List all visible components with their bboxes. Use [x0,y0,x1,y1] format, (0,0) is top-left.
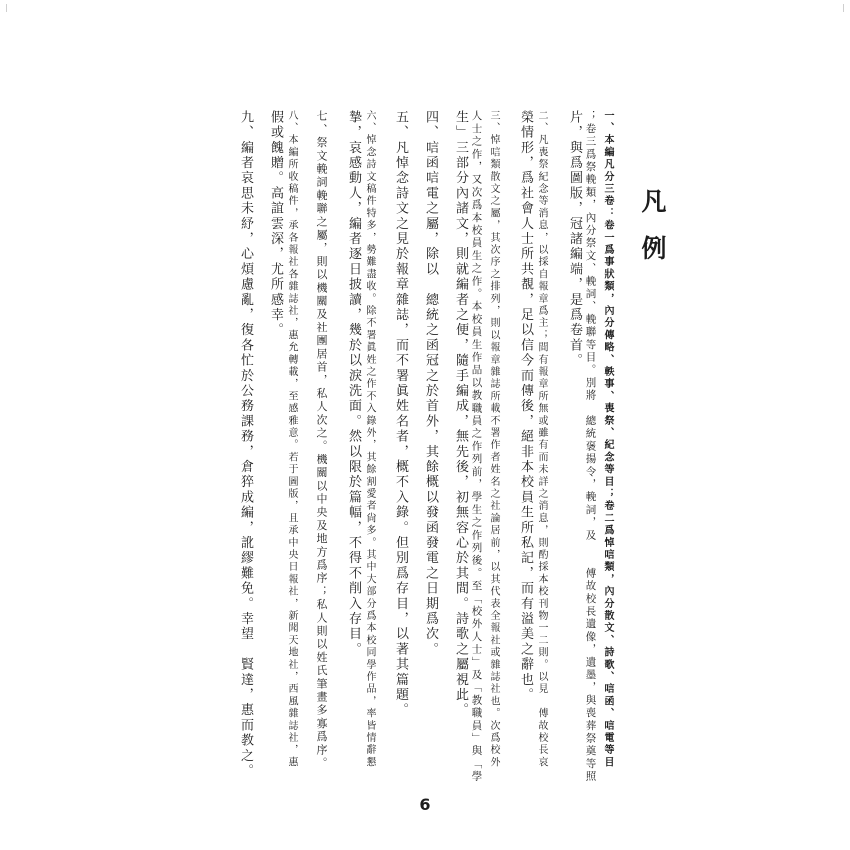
rule-6-col-1: 六、悼念詩文稿件特多，勢難盡收。除不署眞姓之作不入錄外，其餘割愛者尙多。其中大部分爲本校同學作品，率皆情辭懇 [364,110,375,769]
rule-1-col-2: ；卷三爲祭輓類，內分祭文、輓詞、輓聯等目。別將 總統褒揚令，輓詞，及 傅故校長遺像，遺墨，與喪葬祭奠等照 [584,110,597,784]
rule-2-col-1: 二、凡喪祭紀念等消息，以採自報章爲主；間有報章所無或雖有而未詳之消息，則酌採本校刊物一二則。以見 傅故校長哀 [536,110,547,769]
rule-3-col-1: 三、悼唁類散文之屬，其次序之排列，則以報章雜誌所載不署作者姓名之社論居前，以其代表全報社或雜誌社也。次爲校外 [488,110,499,769]
rule-2-col-2: 榮情形，爲社會人士所共覩，足以信今而傳後，絕非本校員生所私記，而有溢美之辭也。 [518,110,533,703]
rule-1-col-1: 一、本編凡分三卷：卷一爲事狀類，內分傳略、軼事、喪祭、紀念等目；卷二爲悼唁類，內分散文、詩歌、唁函、唁電等目 [602,110,613,769]
scan-mark-right [843,4,844,12]
rule-4-col-1: 四、唁函唁電之屬，除以 總統之函冠之於首外，其餘概以發函發電之日期爲次。 [423,110,438,658]
rule-1-col-3: 片，與爲圖版，冠諸編端，是爲卷首。 [567,110,582,369]
section-title: 凡例 [638,188,667,282]
rule-6-col-2: 摯，哀感動人，編者逐日披讀，幾於以淚洗面。然以限於篇幅，不得不削入存目。 [346,110,361,658]
rule-8-col-1: 八、本編所收稿件，承各報社各雜誌社，惠允轉載，至感雅意。若于圖版，且承中央日報社，新聞天地社，西風雜誌社，惠 [286,110,297,769]
rule-3-col-2: 人士之作，又次爲本校員生之作。本校員生作品以教職員之作列前，學生之作列後。至「校外人士」及「教職員」與「學 [470,110,483,784]
rule-5-col-1: 五、凡悼念詩文之見於報章雜誌，而不署眞姓名者，概不入錄。但別爲存目，以著其篇題。 [393,110,408,718]
rule-9-col-1: 九、編者哀思未紓，心煩慮亂，復各忙於公務課務，倉猝成編，訛繆難免。幸望 賢達，惠而教之。 [238,110,253,779]
rule-3-col-3: 生」三部分內諸文，則就編者之便，隨手編成，無先後，初無容心於其間。詩歌之屬視此。 [453,110,468,718]
scan-mark-left [6,4,7,12]
rule-8-col-2: 假或餽贈。高誼雲深，尤所感幸。 [268,110,283,338]
rule-7-col-1: 七、祭文輓詞輓聯之屬，則以機關及社團居首，私人次之。機關以中央及地方爲序；私人則以姓氏筆畫多寡爲序。 [315,110,328,770]
page-number: 6 [419,795,431,814]
